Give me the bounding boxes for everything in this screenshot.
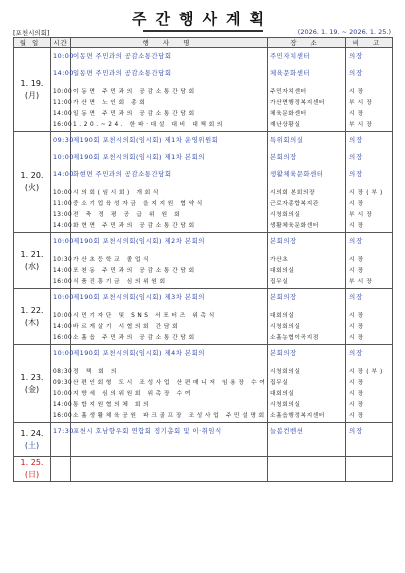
- day-times-cell: [51, 289, 74, 345]
- event-attendee: 시장: [349, 257, 367, 263]
- day-notes-cell: [346, 345, 393, 423]
- event-name: 제190회 포천시의회(임시회) 제2차 본회의: [73, 237, 205, 245]
- event-time: [51, 445, 70, 456]
- event-time: 10:00: [53, 313, 73, 319]
- event-place: [268, 457, 345, 468]
- day-date: 1. 23.: [20, 372, 44, 382]
- event-time: 14:00: [53, 69, 74, 77]
- event-place: 시청회의실: [270, 369, 301, 375]
- event-place: 가산초: [270, 257, 289, 263]
- day-of-week: (月): [24, 90, 40, 100]
- event-attendee: 시장: [349, 324, 367, 330]
- col-header-date: 월일: [14, 38, 51, 48]
- event-attendee: 시장: [349, 380, 367, 386]
- day-places-cell: [268, 345, 346, 423]
- day-of-week: (水): [24, 261, 40, 271]
- day-of-week: (金): [24, 384, 40, 394]
- event-name: 포천시 호남향우회 연합회 정기총회 및 이·취임식: [73, 427, 222, 435]
- day-row: [14, 289, 393, 345]
- event-place: 시청회의실: [270, 324, 301, 330]
- event-place: 가산면행정복지센터: [270, 100, 325, 106]
- event-name: [71, 445, 267, 456]
- event-name: 제190회 포천시의회(임시회) 제4차 본회의: [73, 349, 205, 357]
- event-name: 가산면 노인회 총회: [73, 100, 148, 106]
- schedule-body: [14, 48, 393, 482]
- event-attendee: 시장(부): [349, 369, 386, 375]
- event-place: 집무실: [270, 279, 289, 285]
- day-times-cell: [51, 48, 74, 132]
- event-place: 시청회의실: [270, 402, 301, 408]
- event-attendee: 의장: [349, 237, 364, 245]
- event-attendee: 시장: [349, 402, 367, 408]
- event-name: 전 축 정 평 공 급 위 원 회: [73, 212, 183, 218]
- event-attendee: 시장: [349, 201, 367, 207]
- event-time: 08:30: [53, 369, 73, 375]
- day-places-cell: [268, 132, 346, 233]
- event-place: 대회의실: [270, 391, 295, 397]
- event-time: 14:00: [53, 268, 73, 274]
- event-time: 14:00: [53, 223, 73, 229]
- day-date-cell: [14, 48, 51, 132]
- day-date: 1. 24.: [20, 428, 44, 438]
- event-attendee: 부시장: [349, 122, 375, 128]
- event-place: 집무실: [270, 380, 289, 386]
- event-name: 시민기자단 및 SNS 서포터즈 위촉식: [73, 313, 217, 319]
- col-header-event: 행 사 명: [71, 38, 268, 48]
- event-name: 지방세 심의위원회 위촉장 수여: [73, 391, 193, 397]
- day-date-cell: [14, 423, 51, 457]
- event-attendee: 의장: [349, 349, 364, 357]
- day-items-cell: [71, 423, 268, 457]
- day-row: [14, 132, 393, 233]
- event-place: [268, 445, 345, 456]
- event-place: 본회의장: [270, 153, 297, 161]
- event-attendee: [346, 457, 392, 468]
- event-attendee: 시장: [349, 313, 367, 319]
- event-name: 1.20.~24. 한파·대설 대비 대책회의: [73, 122, 225, 128]
- event-name: 산편인회형 도시 조성사업 산편매니저 임용장 수여: [73, 380, 268, 386]
- event-name: 이동면 주민과의 공감소통간담회: [73, 89, 197, 95]
- day-items-cell: [71, 132, 268, 233]
- event-time: 16:00: [53, 335, 73, 341]
- event-name: [71, 457, 267, 468]
- event-name: 제190회 포천시의회(임시회) 제1차 운영위원회: [73, 136, 219, 144]
- day-date-cell: [14, 345, 51, 423]
- day-times-cell: [51, 423, 74, 457]
- table-header-row: [14, 38, 393, 48]
- event-attendee: 의장: [349, 293, 364, 301]
- event-time: 13:00: [53, 212, 73, 218]
- event-time: [51, 457, 70, 468]
- day-times-cell: [51, 345, 74, 423]
- event-time: 16:00: [53, 279, 73, 285]
- event-name: 화현면 주민과의 공감소통간담회: [73, 223, 197, 229]
- event-place: 대회의실: [270, 268, 295, 274]
- event-name: 식품진흥기금 심의위원회: [73, 279, 168, 285]
- day-places-cell: [268, 457, 346, 482]
- event-time: 14:00: [53, 402, 73, 408]
- event-place: 체육문화센터: [270, 111, 307, 117]
- event-place: 생활체육문화센터: [270, 223, 319, 229]
- col-header-note: 비 고: [346, 38, 393, 48]
- event-time: 10:30: [53, 257, 73, 263]
- event-attendee: 시장: [349, 335, 367, 341]
- col-header-place: 장 소: [268, 38, 346, 48]
- event-attendee: 시장: [349, 413, 367, 419]
- event-time: 10:00: [53, 153, 74, 161]
- event-place: 대회의실: [270, 313, 295, 319]
- event-attendee: 시장: [349, 268, 367, 274]
- event-attendee: 부시장: [349, 212, 375, 218]
- event-name: 가산초등학교 졸업식: [73, 257, 152, 263]
- page-title: 주간행사계획: [0, 8, 405, 32]
- day-row: [14, 457, 393, 482]
- day-items-cell: [71, 233, 268, 289]
- event-time: 11:00: [53, 100, 73, 106]
- event-place: 본회의장: [270, 237, 297, 245]
- event-time: 16:00: [53, 122, 73, 128]
- day-of-week: (日): [24, 470, 40, 479]
- day-date: 1. 20.: [20, 171, 44, 180]
- event-name: 일동면 주민과의 공감소통간담회: [73, 111, 197, 117]
- event-place: 재난상황실: [270, 122, 301, 128]
- event-place: 늘봄컨벤션: [270, 427, 304, 435]
- event-attendee: 의장: [349, 427, 364, 435]
- organization-label: [포천시의회]: [13, 29, 50, 37]
- event-time: 16:00: [53, 413, 73, 419]
- event-attendee: 의장: [349, 69, 364, 77]
- event-attendee: 시장: [349, 391, 367, 397]
- event-name: 일동면 주민과의 공감소통간담회: [73, 69, 172, 77]
- event-place: 시청회의실: [270, 212, 301, 218]
- day-of-week: (火): [24, 183, 40, 192]
- event-time: 10:00: [53, 349, 74, 357]
- event-place: 근로자종합복지관: [270, 201, 319, 207]
- day-items-cell: [71, 345, 268, 423]
- event-time: 11:00: [53, 201, 73, 207]
- event-name: 화현면 주민과의 공감소통간담회: [73, 170, 172, 178]
- day-items-cell: [71, 289, 268, 345]
- day-notes-cell: [346, 423, 393, 457]
- day-times-cell: [51, 132, 74, 233]
- event-place: 생활체육문화센터: [270, 170, 324, 178]
- event-place: 주민자치센터: [270, 89, 307, 95]
- day-of-week: (土): [24, 440, 40, 450]
- day-items-cell: [71, 48, 268, 132]
- event-attendee: 의장: [349, 170, 364, 178]
- event-place: 소흘농협이곡지점: [270, 335, 319, 341]
- event-attendee: 시장: [349, 111, 367, 117]
- event-name: 소흘생활체육공원 파크골프장 조성사업 주민설명회: [73, 413, 267, 419]
- event-attendee: 시장: [349, 89, 367, 95]
- day-places-cell: [268, 233, 346, 289]
- event-attendee: 시장(부): [349, 190, 386, 196]
- event-attendee: 의장: [349, 153, 364, 161]
- day-places-cell: [268, 48, 346, 132]
- event-attendee: 의장: [349, 136, 364, 144]
- event-time: 17:30: [53, 427, 74, 435]
- day-date: 1. 19.: [20, 78, 44, 88]
- day-date-cell: [14, 289, 51, 345]
- day-date-cell: [14, 457, 51, 482]
- event-time: 10:00: [53, 52, 74, 60]
- event-attendee: 시장: [349, 223, 367, 229]
- day-items-cell: [71, 457, 268, 482]
- event-name: 소흘읍 주민과의 공감소통간담회: [73, 335, 197, 341]
- event-name: 시의회(임시회) 개회식: [73, 190, 161, 196]
- day-date-cell: [14, 233, 51, 289]
- day-date-cell: [14, 132, 51, 233]
- event-attendee: [346, 445, 392, 456]
- event-time: 10:00: [53, 89, 73, 95]
- day-of-week: (木): [24, 317, 40, 327]
- day-row: [14, 423, 393, 457]
- day-row: [14, 233, 393, 289]
- day-notes-cell: [346, 48, 393, 132]
- event-time: 10:00: [53, 293, 74, 301]
- day-places-cell: [268, 423, 346, 457]
- day-times-cell: [51, 233, 74, 289]
- day-row: [14, 345, 393, 423]
- col-header-time: 시간: [51, 38, 71, 48]
- event-time: 09:30: [53, 380, 73, 386]
- event-place: 본회의장: [270, 293, 297, 301]
- event-place: 체육문화센터: [270, 69, 311, 77]
- event-name: 이동면 주민과의 공감소통간담회: [73, 52, 172, 60]
- event-name: 정 책 회 의: [73, 369, 120, 375]
- event-time: 10:00: [53, 391, 73, 397]
- day-notes-cell: [346, 233, 393, 289]
- period-label: (2026. 1. 19. ~ 2026. 1. 25.): [297, 28, 391, 36]
- event-time: 10:00: [53, 237, 74, 245]
- event-time: 14:00: [53, 170, 74, 178]
- day-times-cell: [51, 457, 71, 482]
- event-place: 본회의장: [270, 349, 297, 357]
- event-place: 특위회의실: [270, 136, 304, 144]
- day-notes-cell: [346, 289, 393, 345]
- day-places-cell: [268, 289, 346, 345]
- event-name: 포천동 주민과의 공감소통간담회: [73, 268, 197, 274]
- day-date: 1. 22.: [20, 305, 44, 315]
- event-name: 제190회 포천시의회(임시회) 제1차 본회의: [73, 153, 205, 161]
- event-name: 통합지원협의체 회의: [73, 402, 152, 408]
- event-name: 제190회 포천시의회(임시회) 제3차 본회의: [73, 293, 205, 301]
- schedule-table: [13, 37, 393, 482]
- event-name: 바르게살기 시협의회 간담회: [73, 324, 181, 330]
- day-date: 1. 25.: [20, 458, 44, 467]
- event-time: 14:00: [53, 324, 73, 330]
- day-date: 1. 21.: [20, 249, 44, 259]
- event-place: 주민자치센터: [270, 52, 311, 60]
- event-place: 소흘읍행정복지센터: [270, 413, 325, 419]
- event-time: 10:00: [53, 190, 73, 196]
- day-notes-cell: [346, 457, 393, 482]
- event-attendee: 부시장: [349, 100, 375, 106]
- day-notes-cell: [346, 132, 393, 233]
- day-row: [14, 48, 393, 132]
- event-time: 14:00: [53, 111, 73, 117]
- event-place: 시의회 본회의장: [270, 190, 316, 196]
- event-name: 중소기업육성자금 을지지원 협약식: [73, 201, 205, 207]
- event-attendee: 부시장: [349, 279, 375, 285]
- event-attendee: 의장: [349, 52, 364, 60]
- event-time: 09:30: [53, 136, 74, 144]
